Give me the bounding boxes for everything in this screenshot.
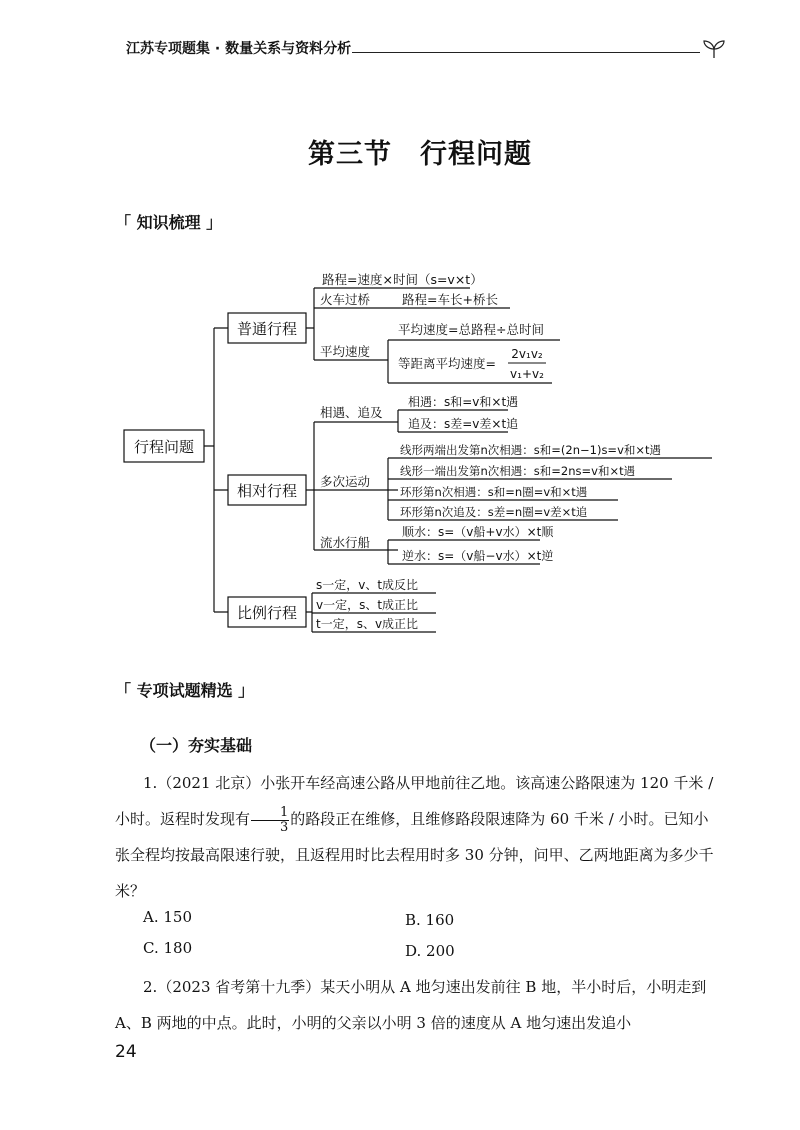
train-bridge-label: 火车过桥 <box>320 292 371 307</box>
avg-speed-formula: 平均速度=总路程÷总时间 <box>398 322 544 337</box>
train-bridge-formula: 路程=车长+桥长 <box>402 292 498 307</box>
ratio-item-2: v一定，s、t成正比 <box>316 598 419 612</box>
avg-fraction-denominator: v₁+v₂ <box>510 367 544 381</box>
question-1-fraction <box>251 806 289 835</box>
branch-relative: 相对行程 <box>236 482 298 500</box>
multi-item-4: 环形第n次追及：s差=n圈=v差×t追 <box>400 505 588 519</box>
meet-formula: 相遇：s和=v和×t遇 <box>408 395 519 409</box>
avg-fraction-numerator: 2v₁v₂ <box>511 347 543 361</box>
multi-item-1: 线形两端出发第n次相遇：s和=(2n−1)s=v和×t遇 <box>400 443 662 457</box>
page-number: 24 <box>115 1042 137 1062</box>
ratio-item-3: t一定，s、v成正比 <box>316 617 419 631</box>
fraction-denominator: 3 <box>280 819 289 835</box>
downstream-formula: 顺水：s=（v船+v水）×t顺 <box>402 525 554 539</box>
question-1-number: 1. <box>143 774 158 792</box>
multi-item-2: 线形一端出发第n次相遇：s和=2ns=v和×t遇 <box>400 464 636 478</box>
running-header: 江苏专项题集 · 数量关系与资料分析 <box>126 41 352 57</box>
avg-speed-label: 平均速度 <box>320 344 371 359</box>
ratio-item-1: s一定，v、t成反比 <box>316 578 419 592</box>
question-1 <box>115 765 715 909</box>
question-1-text-a: 小张开车经高速公路从甲地前往乙地。该高速公路限速为 120 千米 / 小时。返程时发现有 <box>115 774 714 828</box>
branch-ratio: 比例行程 <box>236 604 298 622</box>
fraction-numerator: 1 <box>251 806 289 821</box>
question-2-text: 某天小明从 A 地匀速出发前往 B 地，半小时后，小明走到 A、B 两地的中点。此时，小明的父亲以小明 3 倍的速度从 A 地匀速出发追小 <box>115 978 707 1032</box>
equal-distance-avg-label: 等距离平均速度= <box>398 356 496 371</box>
page-title: 第三节 行程问题 <box>308 139 532 170</box>
option-b: B. 160 <box>405 911 455 929</box>
formula-distance: 路程=速度×时间（s=v×t） <box>322 272 483 287</box>
root-connector <box>204 328 228 612</box>
question-2-number: 2. <box>143 978 158 996</box>
option-c: C. 180 <box>143 939 193 957</box>
question-1-text-b: 的路段正在维修，且维修路段限速降为 60 千米 / 小时。已知小张全程均按最高限速行驶，且返程用时比去程用时多 30 分钟，问甲、乙两地距离为多少千米？ <box>115 810 714 900</box>
section-selected: 「 专项试题精选 」 <box>115 681 255 700</box>
question-2 <box>115 969 715 1041</box>
chase-formula: 追及：s差=v差×t追 <box>408 417 519 431</box>
section-knowledge: 「 知识梳理 」 <box>115 213 223 232</box>
subsection-basic: （一）夯实基础 <box>140 736 253 755</box>
branch-ordinary: 普通行程 <box>236 320 298 338</box>
meet-chase-label: 相遇、追及 <box>320 405 383 420</box>
option-d: D. 200 <box>405 942 455 960</box>
multi-motion-label: 多次运动 <box>320 474 371 489</box>
boat-label: 流水行船 <box>320 535 371 550</box>
upstream-formula: 逆水：s=（v船−v水）×t逆 <box>402 549 554 563</box>
mindmap-root: 行程问题 <box>133 438 195 456</box>
multi-item-3: 环形第n次相遇：s和=n圈=v和×t遇 <box>400 485 588 499</box>
option-a: A. 150 <box>143 908 192 926</box>
question-1-source: （2021 北京） <box>157 774 261 792</box>
question-2-source: （2023 省考第十九季） <box>157 978 321 996</box>
